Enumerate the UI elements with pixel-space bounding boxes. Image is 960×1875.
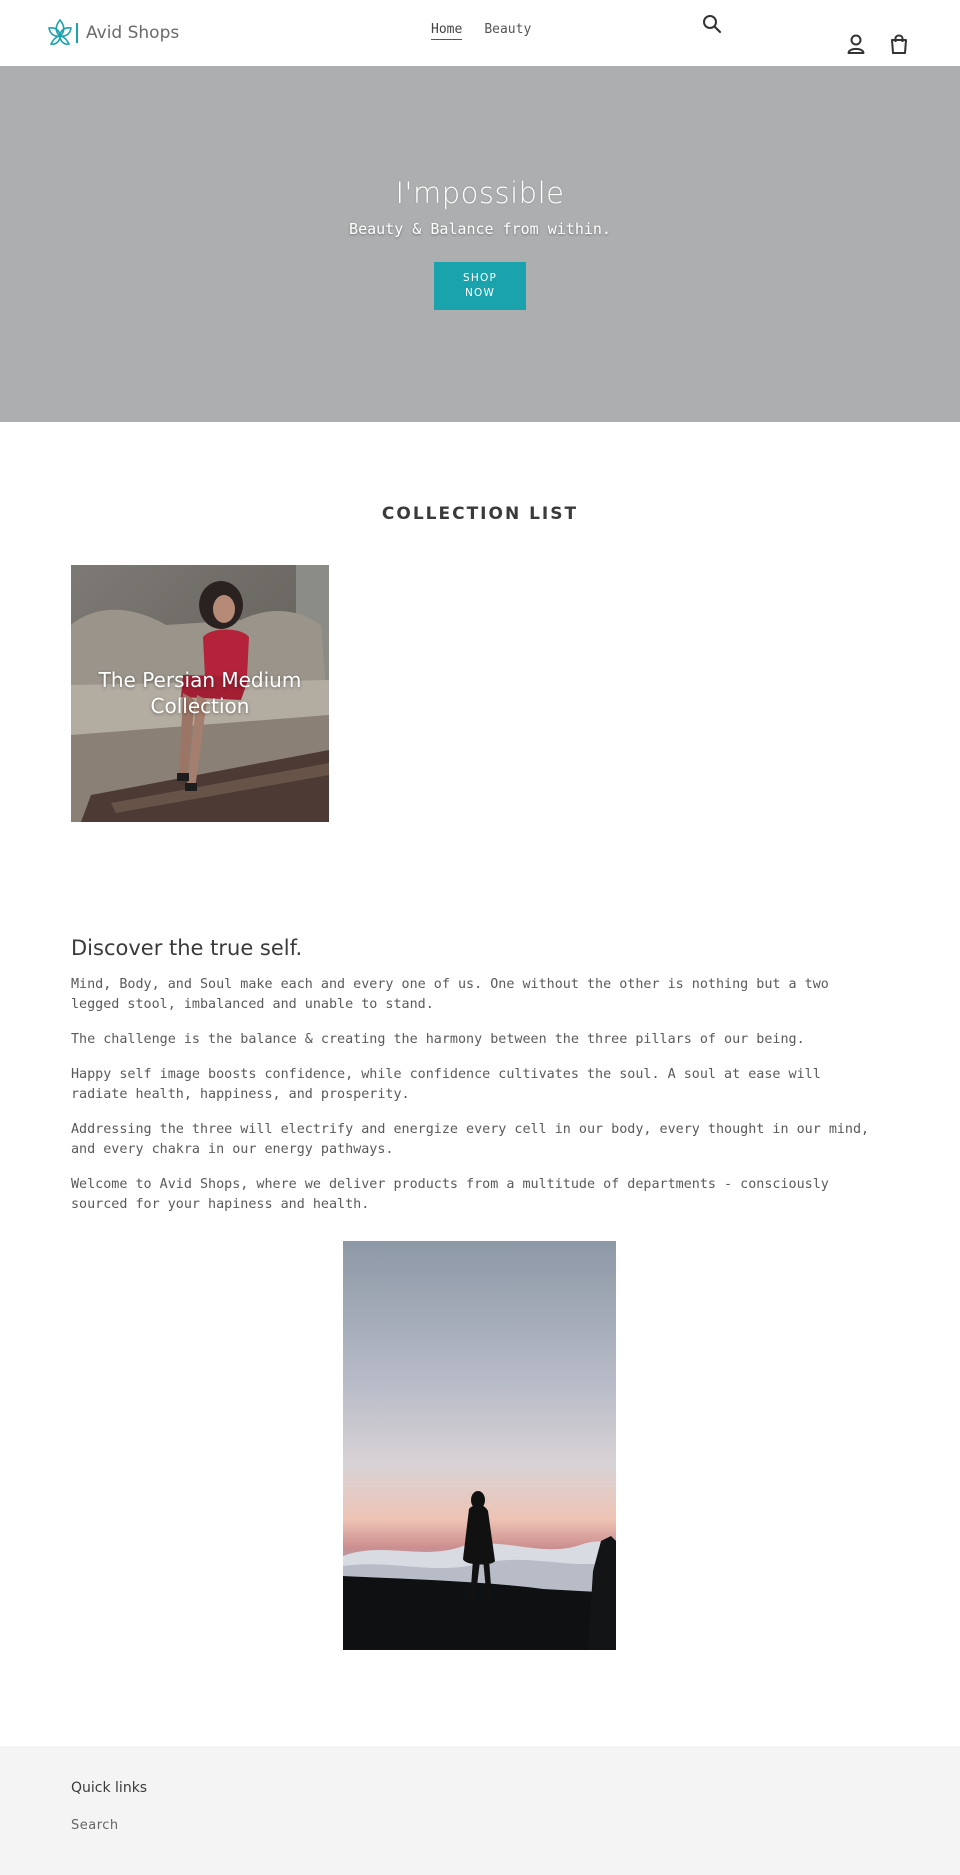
collection-card-title-line1: The Persian Medium [98,668,302,692]
nav-item-beauty[interactable]: Beauty [484,22,532,37]
logo-divider [76,23,78,43]
collection-card-persian-medium[interactable] [71,565,329,822]
about-body [71,975,871,1230]
hero-subtitle: Beauty & Balance from within. [349,220,611,238]
lotus-logo-icon [46,18,74,48]
collection-card-title [71,667,329,719]
site-header [0,0,960,67]
about-paragraph: Addressing the three will electrify and energize every cell in our body, every thought in our mind, and every chakra in our energy pathways. [71,1122,870,1157]
about-title: Discover the true self. [71,936,303,960]
cart-icon [887,32,911,56]
footer-quick-links-heading: Quick links [71,1780,148,1796]
account-button[interactable] [844,32,868,56]
about-paragraph: Happy self image boosts confidence, while confidence cultivates the soul. A soul at ease will radiate health, happiness, and prosperity. [71,1067,821,1102]
search-button[interactable] [700,12,724,36]
logo-link[interactable] [46,18,179,48]
collection-card-title-line2: Collection [150,694,250,718]
search-icon [700,12,724,36]
shop-now-button[interactable] [434,262,526,310]
sunset-image [343,1241,616,1650]
hero-banner [0,66,960,422]
main-nav [431,22,531,40]
about-paragraph: Welcome to Avid Shops, where we deliver products from a multitude of departments - consciously sourced for your hapiness and health. [71,1177,829,1212]
site-footer [0,1746,960,1875]
cart-button[interactable] [887,32,911,56]
brand-name: Avid Shops [86,23,180,43]
footer-link-search[interactable]: Search [71,1818,119,1833]
about-paragraph: Mind, Body, and Soul make each and every one of us. One without the other is nothing but a two legged stool, imbalanced and unable to stand. [71,977,829,1012]
silhouette-sunset-image [343,1241,616,1650]
about-paragraph: The challenge is the balance & creating the harmony between the three pillars of our being. [71,1032,805,1047]
account-icon [844,32,868,56]
hero-title: I'mpossible [395,176,565,210]
nav-item-home[interactable]: Home [431,22,462,40]
shop-now-label-line1: SHOP [463,272,497,284]
collection-list-title: COLLECTION LIST [381,504,579,524]
shop-now-label-line2: NOW [464,287,496,299]
